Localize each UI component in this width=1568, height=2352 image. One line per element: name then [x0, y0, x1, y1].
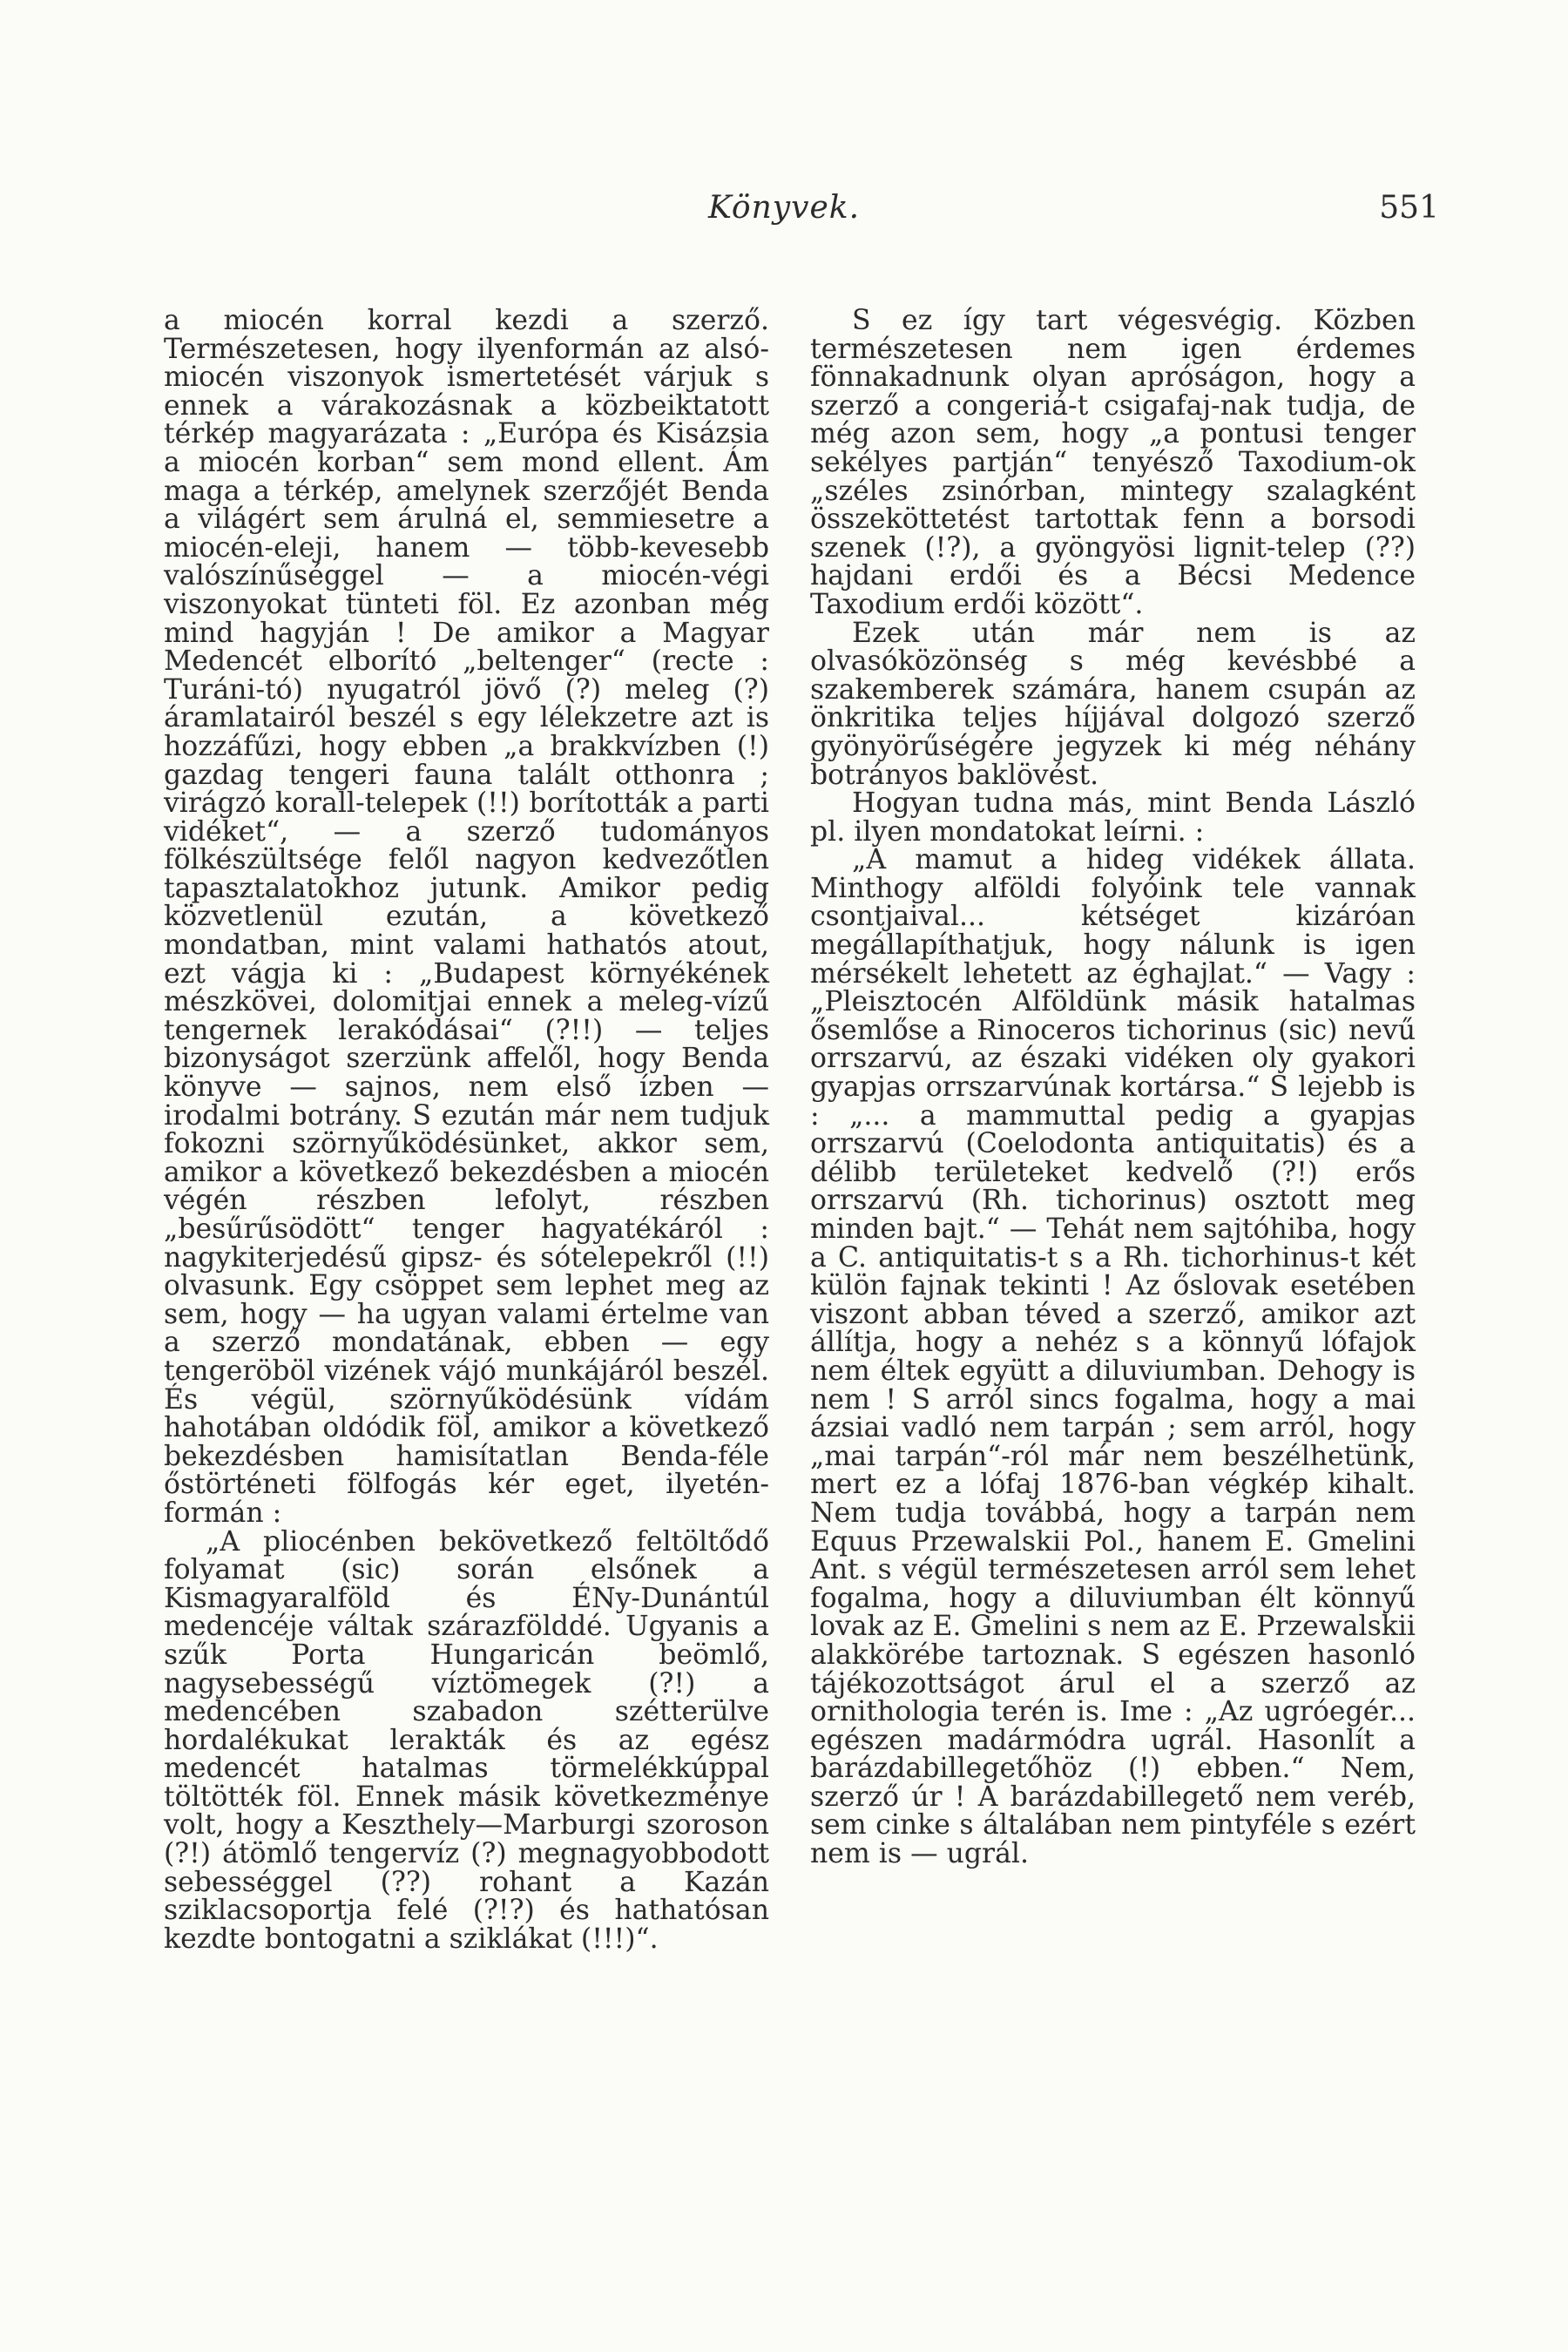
- right-paragraph-1: S ez így tart végesvégig. Közben természetesen nem igen érdemes fönnakadnunk olyan apróságon, hogy a szerző a congeriá-t csigafaj-nak tudja, de még azon sem, hogy „a pontusi tenger sekélyes partján“ tenyésző Taxodium-ok „széles zsinórban, mintegy szalagként összeköttetést tartottak fenn a borsodi szenek (!?), a gyöngyösi lignit-telep (??) hajdani erdői és a Bécsi Medence Taxodium erdői között“.: [810, 305, 1416, 620]
- left-paragraph-1: a miocén korral kezdi a szerző. Természetesen, hogy ilyenformán az alsó-miocén viszonyok ismertetését várjuk s ennek a várakozásnak a közbeiktatott térkép magyarázata : „Európa és Kisázsia a miocén korban“ sem mond ellent. Ám maga a térkép, amelynek szerzőjét Benda a világért sem árulná el, semmiesetre a miocén-eleji, hanem — több-kevesebb valószínűséggel — a miocén-végi viszonyokat tünteti föl. Ez azonban még mind hagyján ! De amikor a Magyar Medencét elborító „beltenger“ (recte : Turáni-tó) nyugatról jövő (?) meleg (?) áramlatairól beszél s egy lélekzetre azt is hozzáfűzi, hogy ebben „a brakkvízben (!) gazdag tengeri fauna talált otthonra ; virágzó korall-telepek (!!) borították a parti vidéket“, — a szerző tudományos fölkészültsége felől nagyon kedvezőtlen tapasztalatokhoz jutunk. Amikor pedig közvetlenül ezután, a következő mondatban, mint valami hathatós atout, ezt vágja ki : „Budapest környékének mészkövei, dolomitjai ennek a meleg-vízű tengernek lerakódásai“ (?!!) — teljes bizonyságot szerzünk affelől, hogy Benda könyve — sajnos, nem első ízben — irodalmi botrány. S ezután már nem tudjuk fokozni szörnyűködésünket, akkor sem, amikor a következő bekezdésben a miocén végén részben lefolyt, részben „besűrűsödött“ tenger hagyatékáról : nagykiterjedésű gipsz- és sótelepekről (!!) olvasunk. Egy csöppet sem lephet meg az sem, hogy — ha ugyan valami értelme van a szerző mondatának, ebben — egy tengeröböl vizének vájó munkájáról beszél. És végül, szörnyűködésünk vídám hahotában oldódik föl, amikor a következő bekezdésben hamisítatlan Benda-féle őstörténeti fölfogás kér eget, ilyetén-formán :: [164, 305, 769, 1529]
- left-column: [164, 307, 769, 1953]
- running-title: Könyvek.: [707, 190, 861, 226]
- right-paragraph-4-quote: „A mamut a hideg vidékek állata. Minthogy alföldi folyóink tele vannak csontjaival... kétséget kizáróan megállapíthatjuk, hogy nálunk is igen mérsékelt lehetett az éghajlat.“ — Vagy : „Pleisztocén Alföldünk másik hatalmas ősemlőse a Rinoceros tichorinus (sic) nevű orrszarvú, az északi vidéken oly gyakori gyapjas orrszarvúnak kortársa.“ S lejebb is : „... a mammuttal pedig a gyapjas orrszarvú (Coelodonta antiquitatis) és a délibb területeket kedvelő (?!) erős orrszarvú (Rh. tichorinus) osztott meg minden bajt.“ — Tehát nem sajtóhiba, hogy a C. antiquitatis-t s a Rh. tichorhinus-t két külön fajnak tekinti ! Az őslovak esetében viszont abban téved a szerző, amikor azt állítja, hogy a nehéz s a könnyű lófajok nem éltek együtt a diluviumban. Dehogy is nem ! S arról sincs fogalma, hogy a mai ázsiai vadló nem tarpán ; sem arról, hogy „mai tarpán“-ról már nem beszélhetünk, mert ez a lófaj 1876-ban végkép kihalt. Nem tudja továbbá, hogy a tarpán nem Equus Przewalskii Pol., hanem E. Gmelini Ant. s végül természetesen arról sem lehet fogalma, hogy a diluviumban élt könnyű lovak az E. Gmelini s nem az E. Przewalskii alakkörébe tartoznak. S egészen hasonló tájékozottságot árul el a szerző az ornithologia terén is. Ime : „Az ugróegér... egészen madármódra ugrál. Hasonlít a barázdabillegetőhöz (!) ebben.“ Nem, szerző úr ! A barázdabillegető nem veréb, sem cinke s általában nem pintyféle s ezért nem is — ugrál.: [810, 844, 1416, 1870]
- page-number: 551: [1379, 190, 1439, 226]
- right-paragraph-2: Ezek után már nem is az olvasóközönség s még kevésbbé a szakemberek számára, hanem csupán az önkritika teljes híjjával dolgozó szerző gyönyörűségére jegyzek ki még néhány botrányos baklövést.: [810, 617, 1416, 791]
- right-column: [810, 307, 1416, 1869]
- right-paragraph-3: Hogyan tudna más, mint Benda László pl. ilyen mondatokat leírni. :: [810, 787, 1416, 848]
- left-paragraph-2-quote: „A pliocénben bekövetkező feltöltődő folyamat (sic) során elsőnek a Kismagyaralföld és ÉNy-Dunántúl medencéje váltak szárazfölddé. Ugyanis a szűk Porta Hungaricán beömlő, nagysebességű víztömegek (?!) a medencében szabadon szétterülve hordalékukat lerakták és az egész medencét hatalmas törmelékkúppal töltötték föl. Ennek másik következménye volt, hogy a Keszthely—Marburgi szoroson (?!) átömlő tengervíz (?) megnagyobbodott sebességgel (??) rohant a Kazán sziklacsoportja felé (?!?) és hathatósan kezdte bontogatni a sziklákat (!!!)“.: [164, 1525, 769, 1955]
